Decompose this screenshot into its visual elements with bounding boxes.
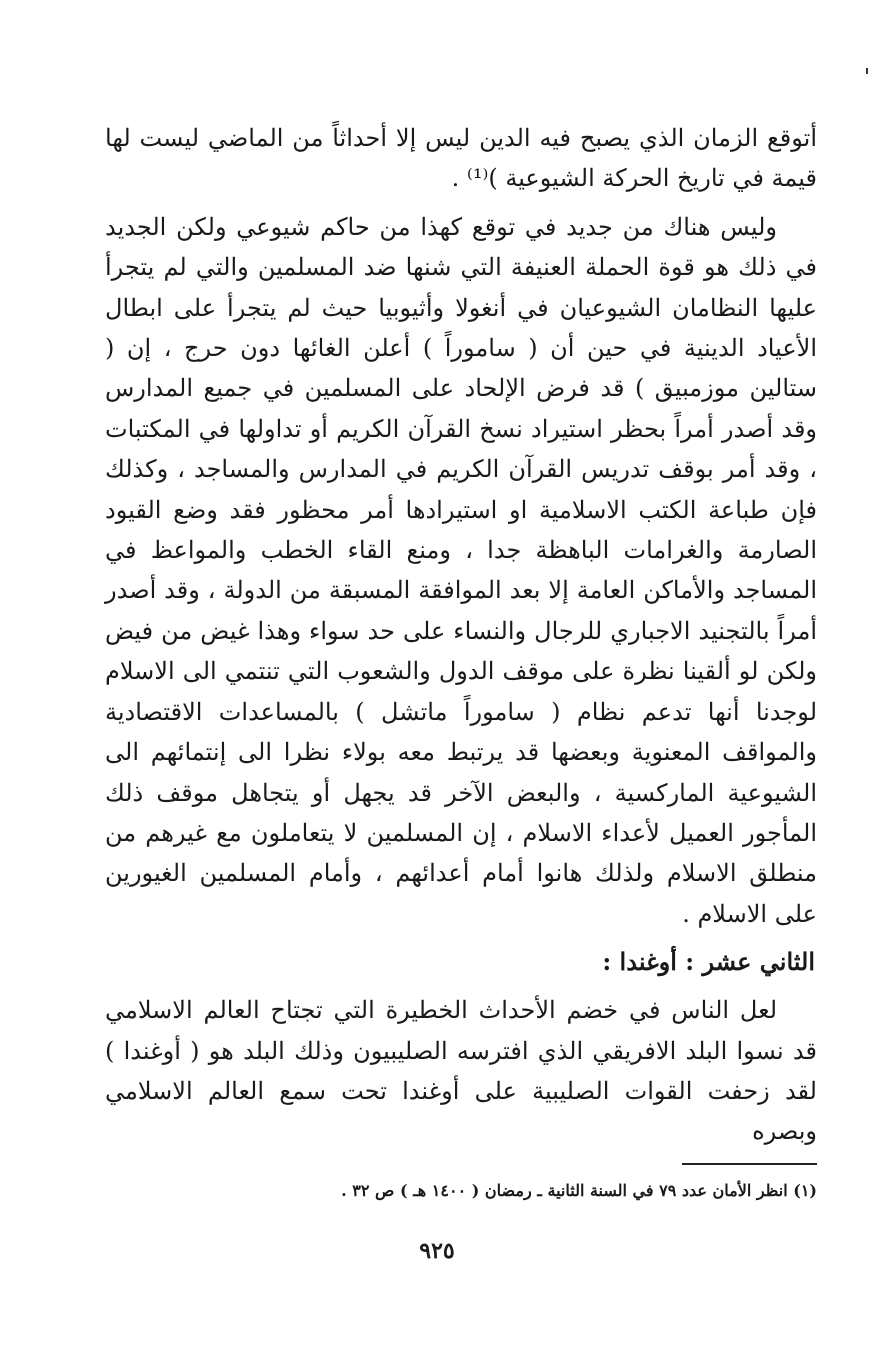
- page-body: [105, 118, 817, 1152]
- paragraph-gap: [105, 199, 817, 207]
- paragraph-gap: [105, 934, 817, 942]
- paragraph-1: أتوقع الزمان الذي يصبح فيه الدين ليس إلا أحداثاً من الماضي ليست لها قيمة في تاريخ الحركة الشيوعية )⁽¹⁾ .: [105, 124, 817, 193]
- paragraph-2: وليس هناك من جديد في توقع كهذا من حاكم شيوعي ولكن الجديد في ذلك هو قوة الحملة العنيفة التي شنها ضد المسلمين والتي لم يتجرأ عليها النظامان الشيوعيان في أنغولا وأثيوبيا حيث لم يتجرأ على ابطال الأعياد الدينية في حين أن ( ساموراً ) أعلن الغائها دون حرج ، إن ( ستالين موزمبيق ) قد فرض الإلحاد على المسلمين في جميع المدارس وقد أصدر أمراً بحظر استيراد نسخ القرآن الكريم أو تداولها في المكتبات ، وقد أمر بوقف تدريس القرآن الكريم في المدارس والمساجد ، وكذلك فإن طباعة الكتب الاسلامية او استيرادها أمر محظور فقد وضع القيود الصارمة والغرامات الباهظة جدا ، ومنع القاء الخطب والمواعظ في المساجد والأماكن العامة إلا بعد الموافقة المسبقة من الدولة ، وقد أصدر أمراً بالتجنيد الاجباري للرجال والنساء على حد سواء وهذا غيض من فيض ولكن لو ألقينا نظرة على موقف الدول والشعوب التي تنتمي الى الاسلام لوجدنا أنها تدعم نظام ( ساموراً ماتشل ) بالمساعدات الاقتصادية والمواقف المعنوية وبعضها قد يرتبط معه بولاء نظرا الى إنتمائهم الى الشيوعية الماركسية ، والبعض الآخر قد يجهل أو يتجاهل موقف ذلك المأجور العميل لأعداء الاسلام ، إن المسلمين لا يتعاملون مع غيرهم من منطلق الاسلام ولذلك هانوا أمام أعدائهم ، وأمام المسلمين الغيورين على الاسلام .: [105, 212, 817, 928]
- paragraph-gap: [105, 982, 817, 990]
- section-heading: الثاني عشر : أوغندا :: [602, 947, 815, 977]
- margin-mark: [866, 68, 868, 74]
- page-number: ٩٢٥: [419, 1238, 455, 1264]
- footnote-divider: [682, 1163, 817, 1165]
- footnote: (١) انظر الأمان عدد ٧٩ في السنة الثانية ـ رمضان ( ١٤٠٠ هـ ) ص ٣٢ .: [341, 1181, 817, 1200]
- paragraph-3: لعل الناس في خضم الأحداث الخطيرة التي تجتاح العالم الاسلامي قد نسوا البلد الافريقي الذي افترسه الصليبيون وذلك البلد هو ( أوغندا ) لقد زحفت القوات الصليبية على أوغندا تحت سمع العالم الاسلامي وبصره: [105, 996, 817, 1146]
